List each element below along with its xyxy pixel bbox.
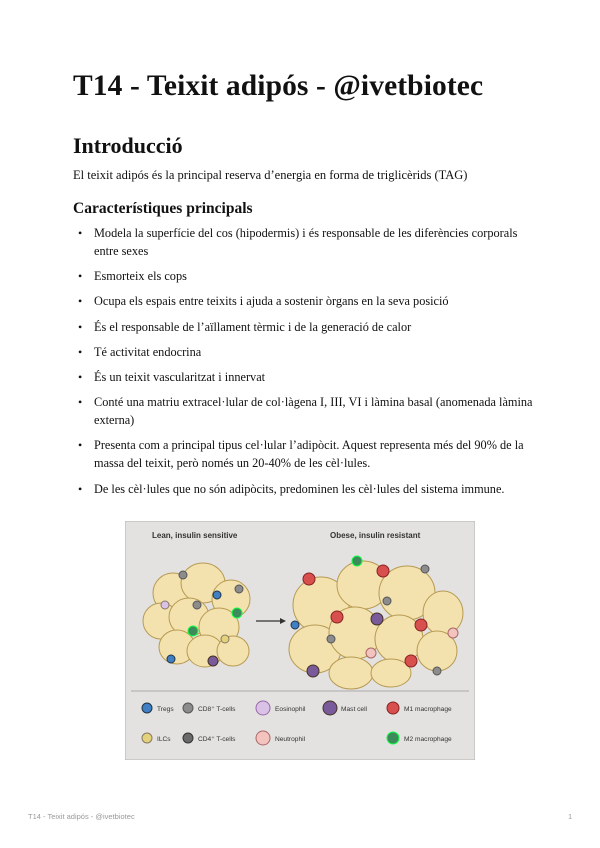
treg-icon <box>142 703 152 713</box>
cd4-t-cell-icon <box>183 733 193 743</box>
list-item: • Esmorteix els cops <box>73 267 533 285</box>
characteristics-list <box>73 224 533 505</box>
legend-mast-cell: Mast cell <box>341 706 368 713</box>
legend-neutrophil: Neutrophil <box>275 736 306 743</box>
figure-svg <box>125 521 475 760</box>
legend-cd4: CD4⁺ T-cells <box>198 736 236 743</box>
list-item: • Conté una matriu extracel·lular de col·làgena I, III, VI i làmina basal (anomenada làmina externa) <box>73 393 533 429</box>
cd8-t-cell-icon <box>183 703 193 713</box>
list-item: • De les cèl·lules que no són adipòcits, predominen les cèl·lules del sistema immune. <box>73 480 533 498</box>
eosinophil-icon <box>256 701 270 715</box>
list-item: • Ocupa els espais entre teixits i ajuda a sostenir òrgans en la seva posició <box>73 292 533 310</box>
neutrophil-icon <box>256 731 270 745</box>
obese-label: Obese, insulin resistant <box>330 531 421 540</box>
adipocyte <box>423 591 463 635</box>
mast-cell-icon <box>323 701 337 715</box>
m1-macrophage-icon <box>387 702 399 714</box>
list-item: • Modela la superfície del cos (hipodermis) i és responsable de les diferències corporals entre sexes <box>73 224 533 260</box>
page-title: T14 - Teixit adipós - @ivetbiotec <box>73 70 484 102</box>
section-title: Introducció <box>73 133 183 158</box>
adipose-tissue-figure <box>125 521 475 760</box>
ilc-icon <box>142 733 152 743</box>
list-item: • Presenta com a principal tipus cel·lular l’adipòcit. Aquest representa més del 90% de la massa del teixit, però només un 20-40% de les cèl·lules. <box>73 436 533 472</box>
list-item: • És un teixit vascularitzat i innervat <box>73 368 533 386</box>
lean-label: Lean, insulin sensitive <box>152 531 238 540</box>
legend-m2: M2 macrophage <box>404 736 452 743</box>
page-number: 1 <box>568 812 573 821</box>
list-item: • És el responsable de l’aïllament tèrmic i de la generació de calor <box>73 318 533 336</box>
legend-tregs: Tregs <box>157 706 174 713</box>
footer-text: T14 - Teixit adipós - @ivetbiotec <box>28 812 135 821</box>
legend-ilcs: ILCs <box>157 736 171 743</box>
legend-m1: M1 macrophage <box>404 706 452 713</box>
list-item: • Té activitat endocrina <box>73 343 533 361</box>
legend-cd8: CD8⁺ T-cells <box>198 706 236 713</box>
legend-eosinophil: Eosinophil <box>275 706 306 713</box>
adipocyte <box>329 657 373 689</box>
subsection-title: Característiques principals <box>73 200 253 217</box>
m2-macrophage-icon <box>387 732 399 744</box>
intro-paragraph: El teixit adipós és la principal reserva d’energia en forma de triglicèrids (TAG) <box>73 168 468 182</box>
